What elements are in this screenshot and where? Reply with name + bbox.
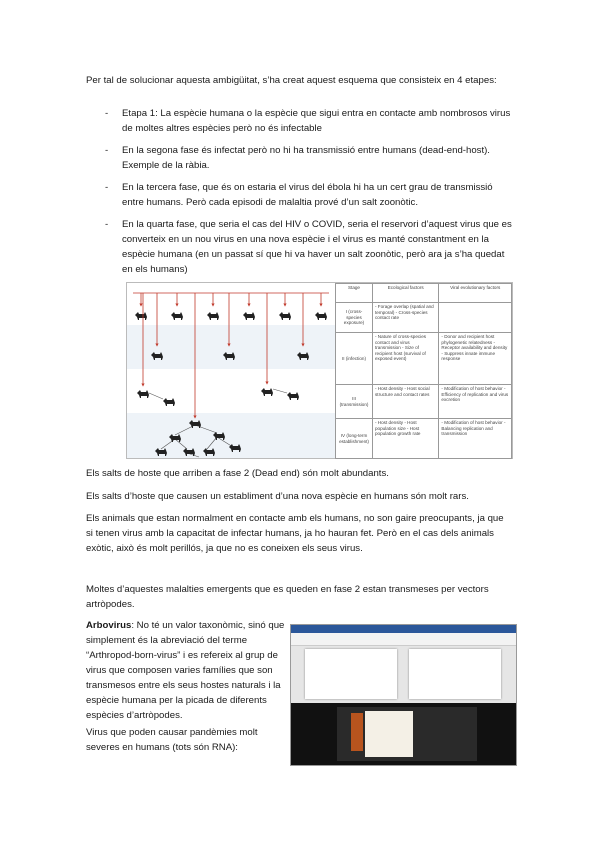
- document-page-thumbnail: [305, 649, 397, 699]
- window-titlebar: [291, 625, 516, 633]
- stage-3-animals: [137, 388, 299, 406]
- slide-content-pane: [365, 711, 413, 757]
- paragraph-exotic-animals: Els animals que estan normalment en contacte amb els humans, no son gaire preocupants, ja que si tenen virus amb la capacitat de infectar humans, ja ho hauran fet. Però en el cas dels animals exòtic, això és molt perillós, ja que no es coneixen els seus virus.: [86, 513, 504, 554]
- zoonosis-stages-figure: [126, 282, 513, 459]
- table-header: Ecological factors: [373, 284, 439, 303]
- table-row: IV (long-term establishment) - Host density - Host population size - Host population growth rate - Modification of host behavior - Balancing replication and transmission: [336, 419, 512, 459]
- window-ribbon: [291, 633, 516, 646]
- stage-1-animals: [135, 312, 327, 320]
- list-item: - En la segona fase és infectat però no hi ha transmissió entre humans (dead-end-host). Exemple de la ràbia.: [105, 145, 490, 171]
- paragraph-rare-jumps: Els salts d’hoste que causen un establiment d’una nova espècie en humans són molt rars.: [86, 491, 469, 502]
- transmission-illustration: [127, 283, 335, 458]
- stage-factors-table: [335, 283, 512, 459]
- document-page-thumbnail: [409, 649, 501, 699]
- list-item: - Etapa 1: La espècie humana o la espècie que sigui entra en contacte amb nombrosos virus de moltes altres espècies però no és infectable: [105, 108, 511, 134]
- intro-paragraph: Per tal de solucionar aquesta ambigüitat, s’ha creat aquest esquema que consisteix en 4 etapes:: [86, 75, 497, 86]
- table-header: Stage: [336, 284, 373, 303]
- paragraph-dead-end: Els salts de hoste que arriben a fase 2 (Dead end) són molt abundants.: [86, 468, 389, 479]
- arbovirus-term: Arbovirus: [86, 620, 132, 631]
- table-row: II (infection) - Nature of cross-species contact and virus transmission - Size of recipient host (survival of exposed event) - Donor and recipient host phylogenetic relatedness - Receptor availability and density - Suppress innate immune response: [336, 333, 512, 385]
- stage-3-arrows: [143, 293, 267, 385]
- table-header: Viral evolutionary factors: [439, 284, 512, 303]
- paragraph-pandemic-viruses: Virus que poden causar pandèmies molt severes en humans (tots són RNA):: [86, 727, 258, 753]
- table-row: I (cross-species exposure) - Forage overlap (spatial and temporal) - Cross-species contact rate: [336, 303, 512, 333]
- stages-list: [105, 106, 515, 284]
- arbovirus-paragraph: Arbovirus: No té un valor taxonòmic, sinó que simplement és la abreviació del terme “Arthropod-born-virus” i es refereix al grup de virus que composen varies famílies que son transmesos entre els seus hostes naturals i la espècie humana per la picada de diferents espècies d’artròpodes.: [86, 620, 285, 721]
- table-row: III (transmission) - Host density - Host social structure and contact rates - Modification of host behavior - Efficiency of replication and virus excretion: [336, 385, 512, 419]
- stage-2-arrows: [157, 293, 303, 345]
- paragraph-vectors: Moltes d’aquestes malalties emergents que es queden en fase 2 estan transmeses per vectors artròpodes.: [86, 584, 489, 610]
- stage-2-animals: [151, 352, 309, 360]
- stage-4-animals: [155, 420, 241, 456]
- list-item: - En la tercera fase, que és on estaria el virus del ébola hi ha un cert grau de transmissió entre humans. Però cada episodi de malaltia prové d’un salt zoonòtic.: [105, 182, 493, 208]
- list-item: - En la quarta fase, que seria el cas del HIV o COVID, seria el reservori d’aquest virus que es converteix en un nou virus en una nova espècie i el virus es manté constantment en la espècie humana (en un passat sí que hi va haver un salt zoonòtic, però ara ja s’ha quedat en els humans): [105, 219, 512, 275]
- slide-sidebar: [351, 713, 363, 751]
- embedded-screenshot: [290, 624, 517, 766]
- stage-1-arrows: [141, 293, 321, 305]
